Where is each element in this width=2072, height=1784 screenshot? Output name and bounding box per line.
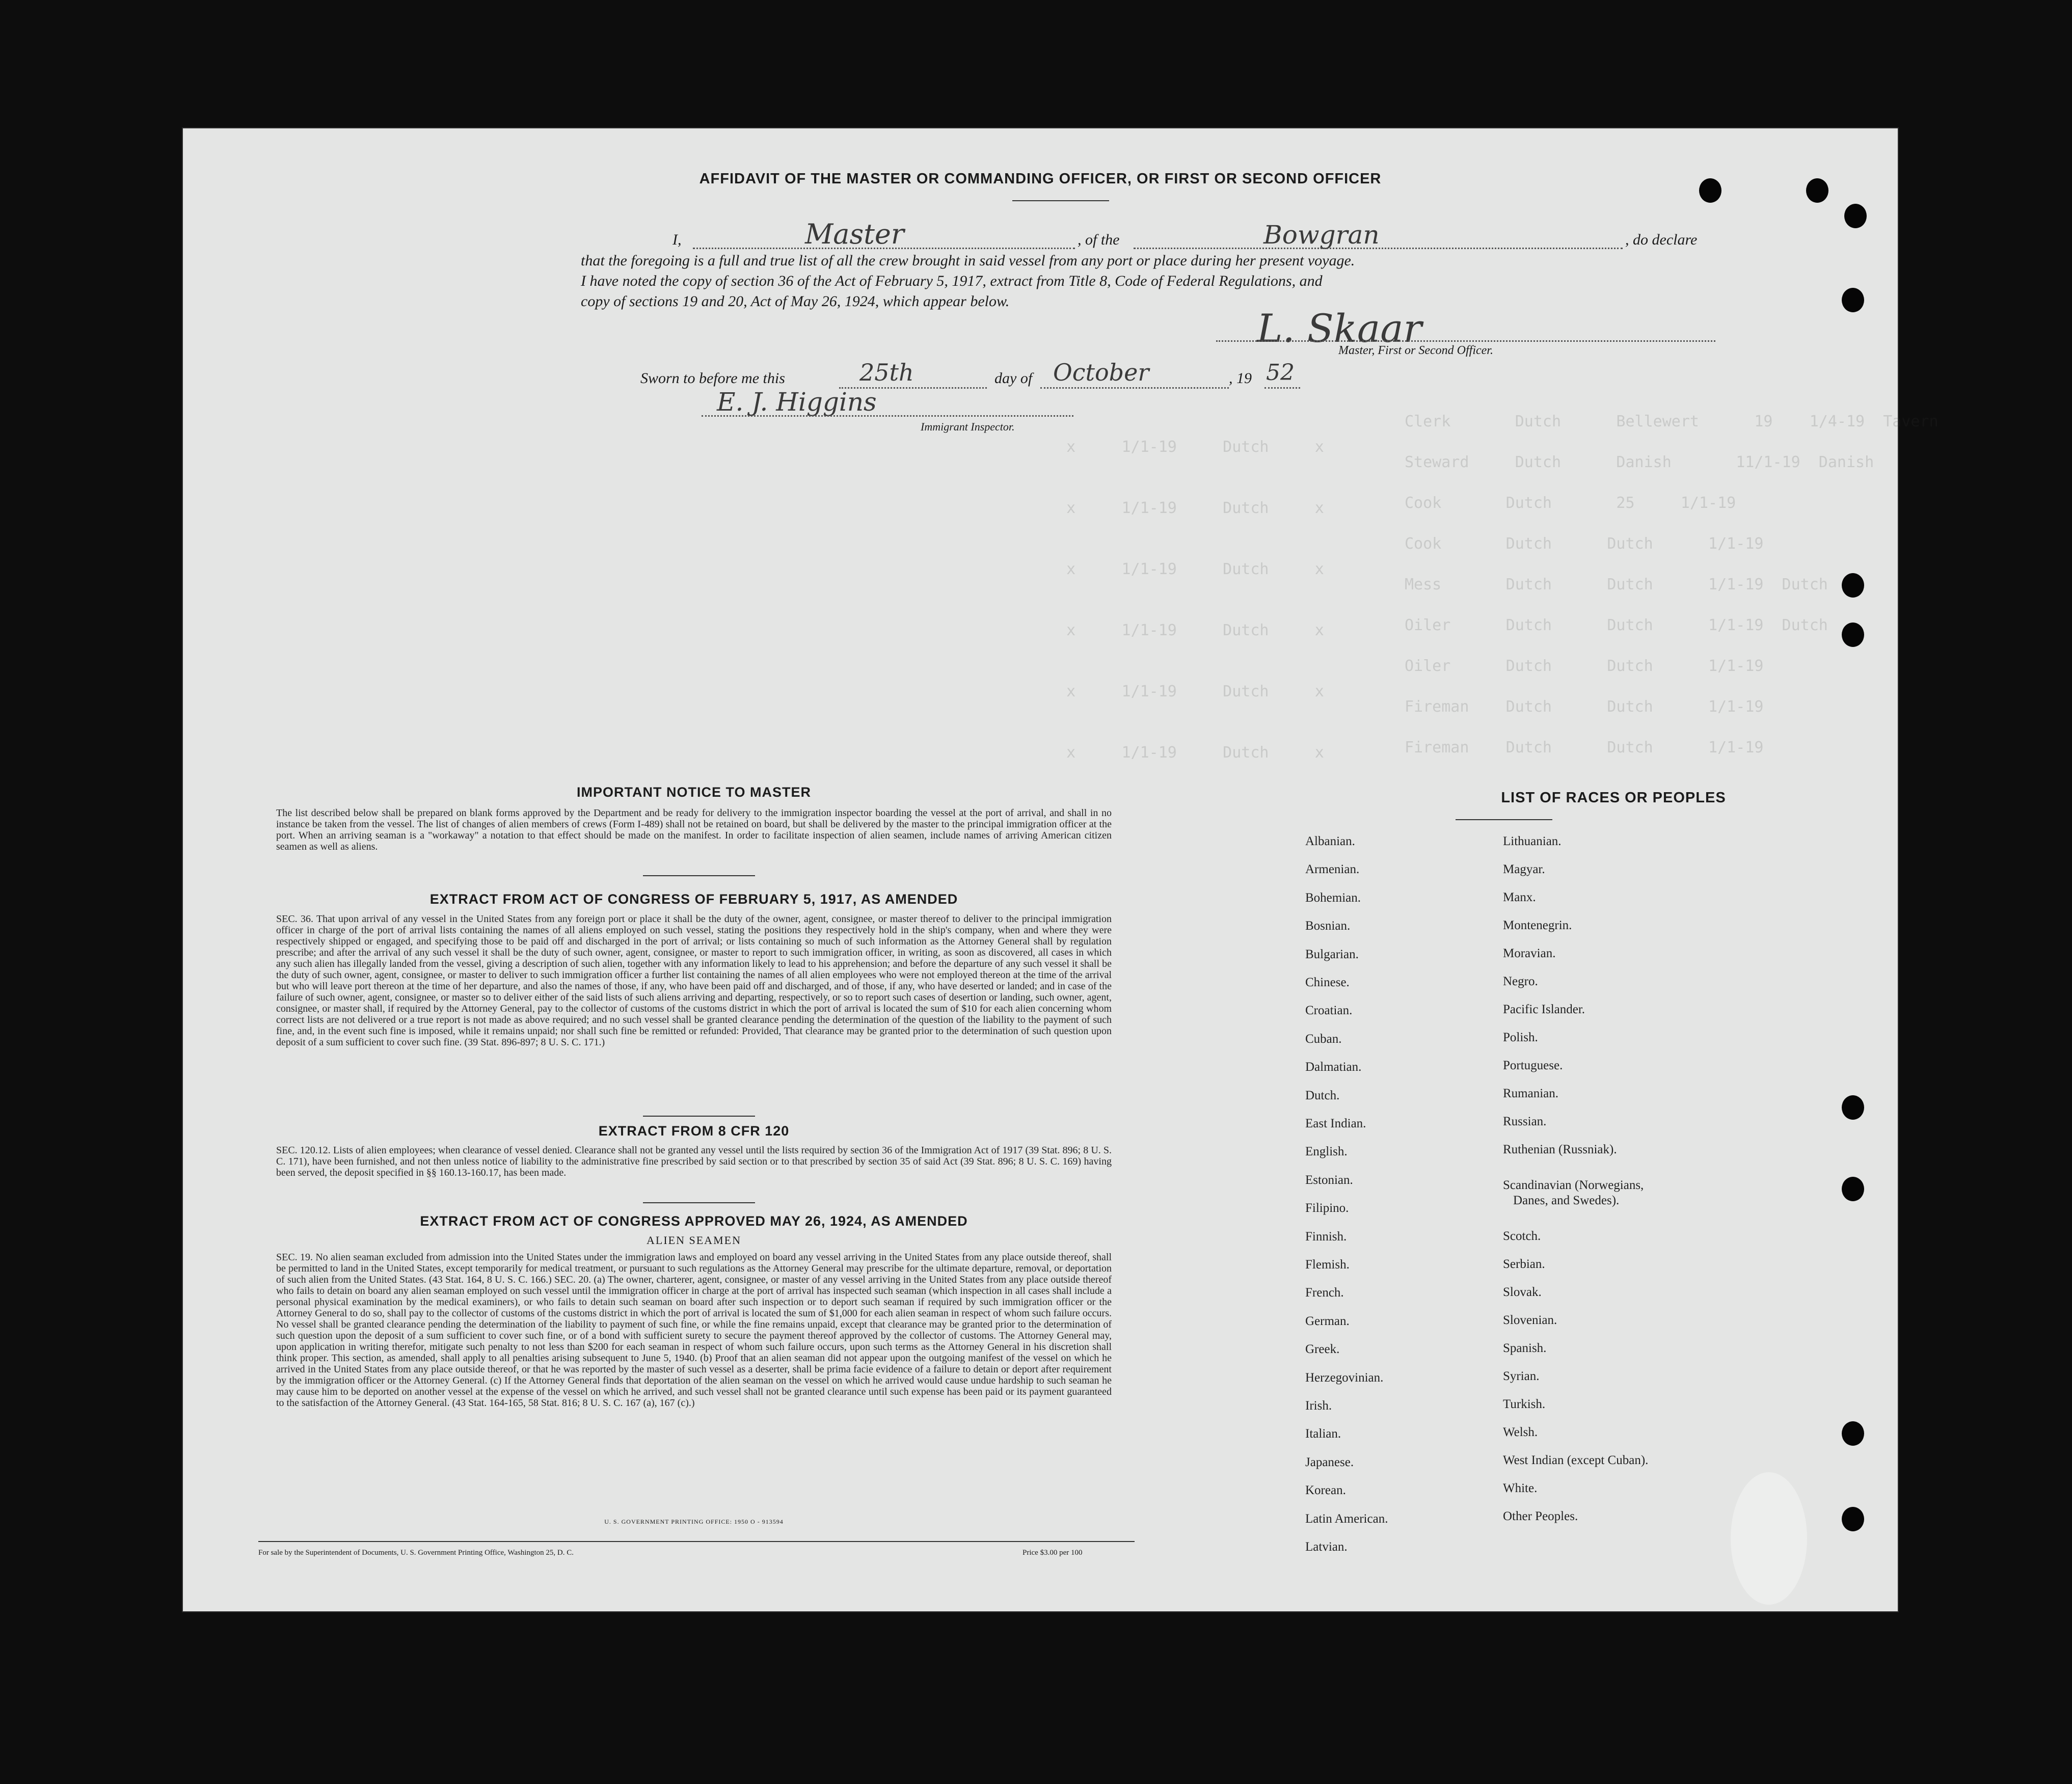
race-item: Korean.	[1305, 1483, 1346, 1498]
race-item: Magyar.	[1503, 862, 1545, 876]
signature-blank	[1216, 340, 1715, 342]
footer-for-sale: For sale by the Superintendent of Documents, U. S. Government Printing Office, Washington 25, D. C.	[258, 1549, 574, 1557]
binder-hole	[1842, 288, 1864, 312]
signature-caption: Master, First or Second Officer.	[1338, 344, 1493, 357]
race-item: Irish.	[1305, 1399, 1332, 1413]
extract-cfr-text: SEC. 120.12. Lists of alien employees; when clearance of vessel denied. Clearance shall not be granted any vessel until the lists required by section 36 of the Immigration Act of 1917 (39 Stat. 896; 8 U. S. C. 171), have been furnished, and not then unless notice of liability to the administrative fine prescribed by said section or to that prescribed by section 35 of said Act (39 Stat. 896; 8 U. S. C. 169) having been served, the deposit specified in §§ 160.13-160.17, has been made.	[276, 1145, 1112, 1178]
binder-hole	[1842, 573, 1864, 598]
divider-2	[643, 1116, 755, 1117]
bleed-through-text: Mess Dutch Dutch 1/1-19 Dutch	[1405, 576, 1828, 593]
extract-1924-subheading: ALIEN SEAMEN	[647, 1234, 741, 1247]
binder-hole	[1842, 623, 1864, 647]
bleed-through-text: x 1/1-19 Dutch x	[1048, 499, 1324, 517]
race-item: Dalmatian.	[1305, 1060, 1362, 1074]
race-item: Ruthenian (Russniak).	[1503, 1143, 1617, 1156]
notice-text: The list described below shall be prepared on blank forms approved by the Department and be ready for delivery to the immigration inspector boarding the vessel at the port of arrival, and shall in no instance be taken from the vessel. The list of changes of alien members of crews (Form I-489) shall not be retained on board, but shall be delivered by the master to the principal immigration officer at the port. When an arriving seaman is a "workaway" a notation to that effect should be made on the manifest. In order to facilitate inspection of alien seamen, include names of arriving American citizen seamen as well as aliens.	[276, 807, 1112, 852]
binder-hole	[1844, 204, 1867, 228]
month-blank	[1040, 387, 1229, 389]
declarant-blank	[693, 248, 1075, 249]
race-item: Syrian.	[1503, 1369, 1540, 1383]
race-item: White.	[1503, 1481, 1538, 1495]
bleed-through-text: x 1/1-19 Dutch x	[1048, 621, 1324, 639]
race-item: Scotch.	[1503, 1229, 1541, 1243]
do-declare-label: , do declare	[1625, 231, 1698, 248]
printing-office-line: U. S. GOVERNMENT PRINTING OFFICE: 1950 O - 913594	[604, 1518, 784, 1525]
race-item: Welsh.	[1503, 1425, 1538, 1439]
race-item: Bulgarian.	[1305, 947, 1359, 961]
binder-hole	[1842, 1095, 1864, 1120]
extract-1924-text: SEC. 19. No alien seaman excluded from admission into the United States under the immigration laws and employed on board any vessel arriving in the United States from any place outside thereof, shall be permitted to land in the United States, except temporarily for medical treatment, or pursuant to such regulations as the Attorney General may prescribe for the ultimate departure, removal, or deportation of such alien from the United States. (43 Stat. 164, 8 U. S. C. 166.) SEC. 20. (a) The owner, charterer, agent, consignee, or master of any vessel arriving in the United States from any place outside thereof who fails to detain on board any alien seaman employed on such vessel until the immigration officer in charge at the port of arrival has inspected such seaman (which inspection in all cases shall include a personal physical examination by the medical examiners), or who fails to detain such seaman on board after such inspection or to deport such seaman if required by such immigration officer or the Attorney General to do so, shall pay to the collector of customs of the customs district in which the port of arrival is located the sum of $1,000 for each alien seaman in respect of whom such failure occurs. No vessel shall be granted clearance pending the determination of the liability to payment of such fine, or while the fine remains unpaid, except that clearance may be granted prior to the determination of such question upon the deposit of a sum sufficient to cover such fine, or of a bond with sufficient surety to secure the payment thereof approved by the collector of customs. The Attorney General may, upon application in writing therefor, mitigate such penalty to not less than $200 for each seaman in respect of whom such failure occurs, upon such terms as the Attorney General in his discretion shall think proper. This section, as amended, shall apply to all penalties arising subsequent to June 5, 1940. (b) Proof that an alien seaman did not appear upon the outgoing manifest of the vessel on which he arrived in the United States from any place outside thereof, or that he was reported by the master of such vessel as a deserter, shall be prima facie evidence of a failure to detain or deport after requirement by the immigration officer or the Attorney General. (c) If the Attorney General finds that deportation of the alien seaman on the vessel on which he arrived would cause undue hardship to such seaman he may cause him to be deported on another vessel at the expense of the vessel on which he arrived, and such vessel shall not be granted clearance until such expense has been paid or its payment guaranteed to the satisfaction of the Attorney General. (43 Stat. 164-165, 58 Stat. 816; 8 U. S. C. 167 (a), 167 (c).)	[276, 1252, 1112, 1409]
race-item: Finnish.	[1305, 1229, 1347, 1244]
sworn-day: 25th	[859, 359, 914, 386]
race-item: Danes, and Swedes).	[1513, 1194, 1620, 1207]
binder-hole	[1842, 1421, 1864, 1446]
race-item: Italian.	[1305, 1427, 1341, 1441]
race-item: Slovak.	[1503, 1285, 1542, 1299]
bleed-through-text: x 1/1-19 Dutch x	[1048, 438, 1324, 456]
vessel-name: Bowgran	[1263, 220, 1380, 250]
bleed-through-text: Cook Dutch Dutch 1/1-19	[1405, 535, 1764, 553]
race-item: Herzegovinian.	[1305, 1370, 1384, 1385]
year-blank	[1264, 387, 1300, 389]
title-divider	[1012, 200, 1109, 201]
race-item: Cuban.	[1305, 1032, 1342, 1046]
extract-1917-text: SEC. 36. That upon arrival of any vessel in the United States from any foreign port or place it shall be the duty of the owner, agent, consignee, or master thereof to deliver to the principal immigration officer in charge of the port of arrival lists containing the names of all aliens employed on such vessel, stating the positions they respectively hold in the ship's company, when and where they were respectively shipped or engaged, and specifying those to be paid off and discharged in the port of arrival; or lists containing so much of such information as the Attorney General shall by regulation prescribe; and after the arrival of any such vessel it shall be the duty of such owner, agent, consignee, or master to report to such immigration officer, in writing, as soon as discovered, all cases in which any such alien has illegally landed from the vessel, giving a description of such alien, together with any information likely to lead to his apprehension; and before the departure of any such vessel it shall be the duty of such owner, agent, consignee, or master to deliver to such immigration officer a further list containing the names of all alien employees who were not employed thereon at the time of the arrival but who will leave port thereon at the time of her departure, and also the names of those, if any, who have been paid off and discharged, and of those, if any, who have deserted or landed; and in case of the failure of such owner, agent, consignee, or master so to deliver either of the said lists of such aliens arriving and departing, respectively, or so to report such cases of desertion or landing, such owner, agent, consignee, or master shall, if required by the Attorney General, pay to the collector of customs of the customs district in which the port of arrival is located the sum of $10 for each alien concerning whom correct lists are not delivered or a true report is not made as above required; and no such vessel shall be granted clearance pending the determination of the question of the liability to the payment of such fine, and, in the event such fine is imposed, while it remains unpaid; nor shall such fine be remitted or refunded: Provided, That clearance may be granted prior to the determination of such question upon deposit of a sum sufficient to cover such fine. (39 Stat. 896-897; 8 U. S. C. 171.)	[276, 913, 1112, 1048]
sworn-month: October	[1053, 359, 1149, 386]
race-item: Moravian.	[1503, 947, 1556, 960]
race-item: Turkish.	[1503, 1397, 1546, 1411]
day-of-label: day of	[994, 370, 1033, 387]
footer-price: Price $3.00 per 100	[1022, 1549, 1083, 1557]
document-page	[182, 127, 1939, 1612]
bleed-through-text: Steward Dutch Danish 11/1-19 Danish	[1405, 453, 1874, 471]
race-item: Bosnian.	[1305, 919, 1351, 933]
race-item: Manx.	[1503, 890, 1536, 904]
race-item: West Indian (except Cuban).	[1503, 1453, 1649, 1467]
race-item: Polish.	[1503, 1031, 1538, 1044]
binder-hole	[1806, 178, 1828, 203]
race-item: Latvian.	[1305, 1540, 1348, 1554]
extract-1924-heading: EXTRACT FROM ACT OF CONGRESS APPROVED MAY 26, 1924, AS AMENDED	[420, 1213, 968, 1229]
races-heading: LIST OF RACES OR PEOPLES	[1501, 790, 1726, 806]
race-item: Filipino.	[1305, 1201, 1349, 1215]
race-item: Russian.	[1503, 1115, 1547, 1128]
race-item: Other Peoples.	[1503, 1509, 1578, 1523]
race-item: Rumanian.	[1503, 1087, 1559, 1100]
inspector-caption: Immigrant Inspector.	[921, 420, 1015, 433]
binder-hole	[1842, 1507, 1864, 1531]
declarant-name: Master	[805, 218, 904, 250]
divider-1	[643, 875, 755, 876]
bleed-through-text: x 1/1-19 Dutch x	[1048, 744, 1324, 762]
races-divider	[1456, 819, 1552, 820]
bleed-through-text: x 1/1-19 Dutch x	[1048, 560, 1324, 578]
race-item: Dutch.	[1305, 1088, 1340, 1102]
notice-heading: IMPORTANT NOTICE TO MASTER	[577, 785, 811, 800]
footer-rule	[258, 1541, 1135, 1542]
bleed-through-text: x 1/1-19 Dutch x	[1048, 683, 1324, 700]
race-item: Negro.	[1503, 975, 1538, 988]
extract-cfr-heading: EXTRACT FROM 8 CFR 120	[598, 1123, 790, 1139]
inspector-signature: E. J. Higgins	[717, 387, 877, 417]
bleed-through-text: Fireman Dutch Dutch 1/1-19	[1405, 739, 1764, 756]
race-item: Latin American.	[1305, 1511, 1388, 1526]
race-item: Bohemian.	[1305, 890, 1361, 905]
race-item: Spanish.	[1503, 1341, 1547, 1355]
race-item: Scandinavian (Norwegians,	[1503, 1178, 1644, 1192]
inspector-blank	[702, 415, 1073, 417]
race-item: Croatian.	[1305, 1004, 1353, 1018]
year-prefix: , 19	[1229, 370, 1252, 387]
bleed-through-text: Cook Dutch 25 1/1-19	[1405, 494, 1736, 512]
race-item: Pacific Islander.	[1503, 1003, 1585, 1016]
vessel-blank	[1134, 248, 1623, 249]
race-item: Estonian.	[1305, 1173, 1353, 1187]
bleed-through-text: Oiler Dutch Dutch 1/1-19	[1405, 657, 1764, 675]
race-item: German.	[1305, 1314, 1350, 1328]
of-the-label: , of the	[1078, 231, 1120, 248]
extract-1917-heading: EXTRACT FROM ACT OF CONGRESS OF FEBRUARY 5, 1917, AS AMENDED	[429, 891, 958, 907]
race-item: Armenian.	[1305, 862, 1360, 877]
affidavit-line-3: I have noted the copy of section 36 of the Act of February 5, 1917, extract from Title 8, Code of Federal Regulations, and	[581, 273, 1323, 289]
race-item: French.	[1305, 1286, 1344, 1300]
sworn-line	[640, 357, 1557, 387]
binder-hole	[1699, 178, 1721, 203]
sworn-prefix: Sworn to before me this	[640, 370, 785, 387]
paper-stain	[1731, 1472, 1807, 1605]
race-item: Flemish.	[1305, 1258, 1350, 1272]
race-item: Lithuanian.	[1503, 834, 1562, 848]
race-item: Montenegrin.	[1503, 918, 1572, 932]
line1-prefix: I,	[672, 231, 682, 248]
bleed-through-text: Oiler Dutch Dutch 1/1-19 Dutch	[1405, 616, 1828, 634]
race-item: Greek.	[1305, 1342, 1340, 1357]
affidavit-line-4: copy of sections 19 and 20, Act of May 26, 1924, which appear below.	[581, 293, 1010, 310]
race-item: English.	[1305, 1145, 1348, 1159]
affidavit-title: AFFIDAVIT OF THE MASTER OR COMMANDING OFFICER, OR FIRST OR SECOND OFFICER	[699, 171, 1382, 187]
affidavit-line-2: that the foregoing is a full and true list of all the crew brought in said vessel from any port or place during her present voyage.	[581, 252, 1355, 269]
master-signature: L. Skaar	[1257, 306, 1422, 351]
race-item: Portuguese.	[1503, 1059, 1563, 1072]
race-item: East Indian.	[1305, 1117, 1366, 1130]
bleed-through-text: Fireman Dutch Dutch 1/1-19	[1405, 698, 1764, 716]
race-item: Albanian.	[1305, 834, 1355, 848]
race-item: Chinese.	[1305, 976, 1350, 989]
sworn-year: 52	[1266, 360, 1295, 386]
divider-3	[643, 1202, 755, 1203]
binder-hole	[1842, 1177, 1864, 1201]
race-item: Serbian.	[1503, 1257, 1545, 1271]
bleed-through-text: Clerk Dutch Bellewert 19 1/4-19 Tavern	[1405, 413, 1939, 430]
race-item: Japanese.	[1305, 1455, 1354, 1469]
race-item: Slovenian.	[1503, 1313, 1557, 1327]
